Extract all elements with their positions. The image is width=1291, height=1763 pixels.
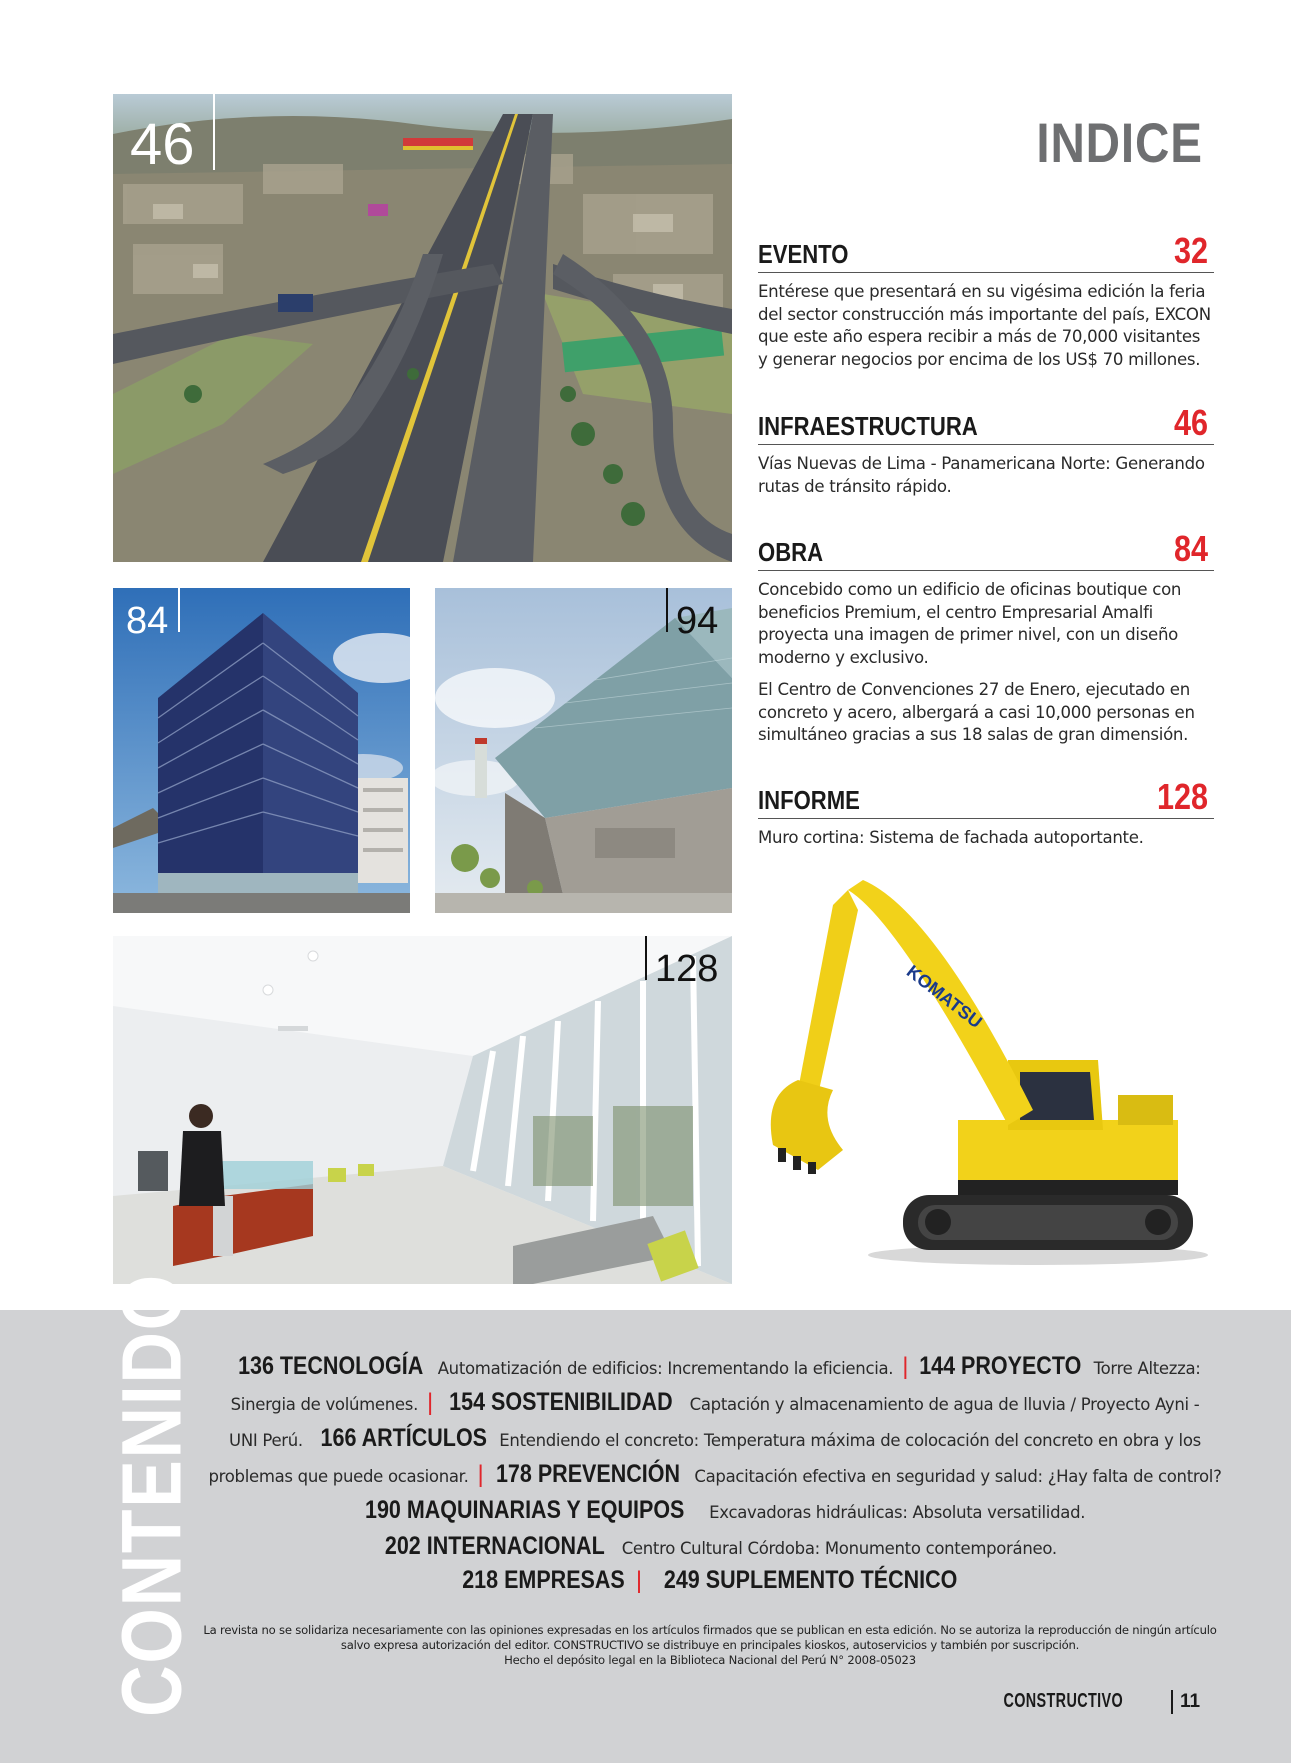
- section-header: [758, 530, 1214, 571]
- section-name: OBRA: [758, 537, 824, 567]
- section-page[interactable]: 128: [1156, 776, 1208, 817]
- contents-entry-heading[interactable]: 178 PREVENCIÓN: [496, 1460, 681, 1488]
- contents-entry-text: Capacitación efectiva en seguridad y salud: ¿Hay falta de control?: [689, 1467, 1222, 1486]
- disclaimer-line: salvo expresa autorización del editor. CONSTRUCTIVO se distribuye en principales kioskos, autoservicios y también por suscripción.: [340, 1638, 1080, 1652]
- section-page[interactable]: 32: [1173, 230, 1208, 271]
- index-section-obra: [758, 530, 1214, 747]
- footer-separator: [1171, 1690, 1173, 1714]
- section-text: Concebido como un edificio de oficinas boutique con beneficios Premium, el centro Empresarial Amalfi proyecta una imagen de primer nivel, con un diseño moderno y exclusivo.: [758, 580, 1182, 667]
- contents-entry-text: Entendiendo el concreto: Temperatura máxima de colocación del concreto en obra y los: [494, 1431, 1201, 1450]
- excavator-illustration: [758, 880, 1218, 1280]
- interior-image: [113, 936, 732, 1284]
- contents-line: [200, 1424, 1230, 1453]
- contents-entry-text: Centro Cultural Córdoba: Monumento contemporáneo.: [616, 1539, 1057, 1558]
- section-text: Entérese que presentará en su vigésima edición la feria del sector construcción más importante del país, EXCON que este año espera recibir a más de 70,000 visitantes y generar negocios por encima de los US$ 70 millones.: [758, 282, 1211, 369]
- disclaimer: [180, 1623, 1240, 1668]
- photo-interior-number: 128: [655, 948, 719, 990]
- contents-entry-heading[interactable]: 190 MAQUINARIAS Y EQUIPOS: [364, 1496, 685, 1524]
- photo-highway: [113, 94, 732, 562]
- index-section-informe: [758, 778, 1214, 850]
- section-text: El Centro de Convenciones 27 de Enero, ejecutado en concreto y acero, albergará a casi 10,000 personas en simultáneo gracias a sus 18 salas de gran dimensión.: [758, 680, 1195, 744]
- contents-entry-heading[interactable]: 249 SUPLEMENTO TÉCNICO: [663, 1566, 958, 1594]
- contents-vertical-title-text: CONTENIDO: [104, 1273, 199, 1717]
- photo-interior: [113, 936, 732, 1284]
- section-name: EVENTO: [758, 239, 849, 269]
- contents-entry-text: Captación y almacenamiento de agua de lluvia / Proyecto Ayni -: [684, 1395, 1200, 1414]
- section-header: [758, 232, 1214, 273]
- contents-entry-text: UNI Perú.: [229, 1431, 313, 1450]
- contents-line: [200, 1566, 1230, 1595]
- contents-entry-text: Excavadoras hidráulicas: Absoluta versatilidad.: [704, 1503, 1086, 1522]
- contents-entry-text: Sinergia de volúmenes.: [230, 1395, 423, 1414]
- contents-separator: |: [426, 1389, 433, 1416]
- index-title: INDICE: [1036, 111, 1203, 174]
- photo-highway-divider: [213, 94, 215, 170]
- disclaimer-line: La revista no se solidariza necesariamente con las opiniones expresadas en los artículos firmados que se publican en esta edición. No se autoriza la reproducción de ningún artículo: [203, 1623, 1217, 1637]
- contents-entry-heading[interactable]: 136 TECNOLOGÍA: [238, 1352, 424, 1380]
- excavator-image: [758, 880, 1218, 1280]
- section-page[interactable]: 84: [1173, 528, 1208, 569]
- contents-entry-text: Automatización de edificios: Incrementando la eficiencia.: [432, 1359, 899, 1378]
- contents-separator: |: [902, 1353, 909, 1380]
- section-text: Vías Nuevas de Lima - Panamericana Norte: Generando rutas de tránsito rápido.: [758, 454, 1205, 496]
- photo-interior-divider: [645, 936, 647, 980]
- excavator-brand: KOMATSU: [902, 961, 986, 1033]
- photo-convention-number: 94: [676, 600, 719, 642]
- contents-line: [200, 1460, 1230, 1489]
- contents-separator: |: [635, 1567, 642, 1594]
- contents-line: [200, 1496, 1230, 1525]
- section-text: Muro cortina: Sistema de fachada autoportante.: [758, 828, 1144, 847]
- section-name: INFRAESTRUCTURA: [758, 411, 978, 441]
- disclaimer-line: Hecho el depósito legal en la Biblioteca Nacional del Perú N° 2008-05023: [504, 1653, 916, 1667]
- photo-convention: [435, 588, 732, 913]
- photo-office: [113, 588, 410, 913]
- photo-office-number: 84: [126, 600, 169, 642]
- contents-entry-heading[interactable]: 202 INTERNACIONAL: [385, 1532, 605, 1560]
- photo-office-divider: [178, 588, 180, 632]
- section-page[interactable]: 46: [1173, 402, 1208, 443]
- index-section-evento: [758, 232, 1214, 371]
- contents-separator: |: [477, 1461, 484, 1488]
- contents-line: [200, 1388, 1230, 1417]
- contents-entry-heading[interactable]: 144 PROYECTO: [919, 1352, 1082, 1380]
- photo-highway-number: 46: [130, 112, 195, 177]
- photo-convention-divider: [666, 588, 668, 632]
- contents-line: [200, 1532, 1230, 1561]
- footer-page-number: 11: [1180, 1691, 1201, 1712]
- contents-entry-text: problemas que puede ocasionar.: [208, 1467, 474, 1486]
- contents-entry-heading[interactable]: 154 SOSTENIBILIDAD: [449, 1388, 673, 1416]
- highway-image: [113, 94, 732, 562]
- section-name: INFORME: [758, 785, 860, 815]
- section-header: [758, 404, 1214, 445]
- contents-entry-heading[interactable]: 166 ARTÍCULOS: [320, 1424, 487, 1452]
- contents-entry-text: Torre Altezza:: [1088, 1359, 1201, 1378]
- index-section-infraestructura: [758, 404, 1214, 498]
- contents-line: [200, 1352, 1230, 1381]
- footer-brand: CONSTRUCTIVO: [1003, 1690, 1123, 1712]
- section-header: [758, 778, 1214, 819]
- contents-entry-heading[interactable]: 218 EMPRESAS: [462, 1566, 625, 1594]
